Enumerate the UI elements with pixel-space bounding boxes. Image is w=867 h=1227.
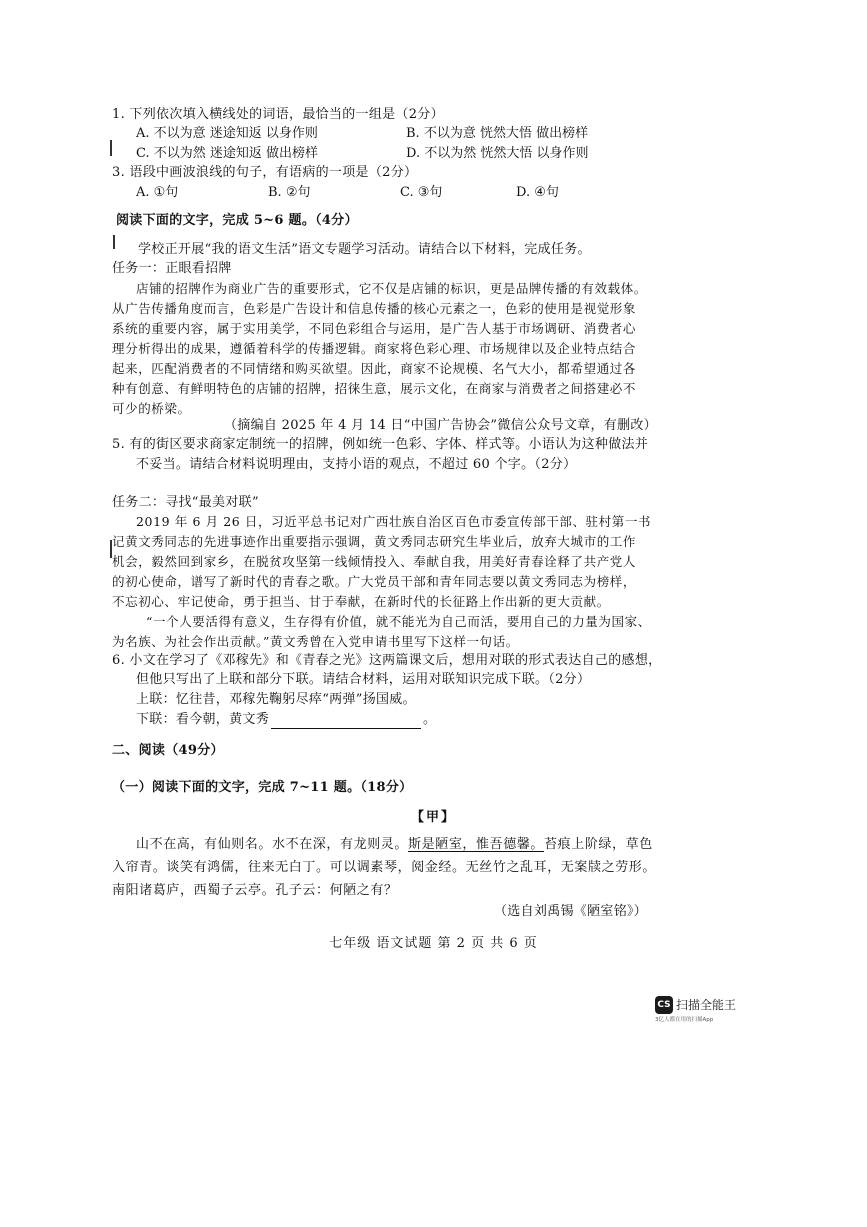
task2-paragraph-line: 2019 年 6 月 26 日，习近平总书记对广西壮族自治区百色市委宣传部干部、驻村第一书 (136, 514, 652, 529)
task2-paragraph-line: “一个人要活得有意义，生存得有价值，就不能光为自己而活，要用自己的力量为国家、 (146, 614, 651, 629)
task2-paragraph-line: 记黄文秀同志的先进事迹作出重要指示强调，黄文秀同志研究生毕业后，放弃大城市的工作 (112, 534, 637, 549)
task1-paragraph-line: 理分析得出的成果，遵循着科学的传播逻辑。商家将色彩心理、市场规律以及企业特点结合 (112, 341, 637, 356)
task1-paragraph-line: 店铺的招牌作为商业广告的重要形式，它不仅是店铺的标识，更是品牌传播的有效载体。 (136, 281, 647, 296)
task2-paragraph-line: 机会，毅然回到家乡，在脱贫攻坚第一线倾情投入、奉献自我，用美好青春诠释了共产党人 (112, 554, 637, 569)
passage-label: 【甲】 (410, 810, 456, 825)
question-stem: 5. 有的街区要求商家定制统一的招牌，例如统一色彩、字体、样式等。小语认为这种做法并 (112, 437, 649, 452)
underlined-sentence: 斯是陋室，惟吾德馨。 (408, 837, 545, 852)
answer-blank[interactable] (271, 714, 421, 729)
task-title: 任务一：正眼看招牌 (112, 261, 232, 276)
task1-paragraph-line: 种有创意、有鲜明特色的店铺的招牌，招徕生意，展示文化，在商家与消费者之间搭建必不 (112, 381, 637, 396)
option-a: A. 不以为意 迷途知返 以身作则 (136, 126, 318, 141)
question-stem: 6. 小文在学习了《邓稼先》和《青春之光》这两篇课文后，想用对联的形式表达自己的感想， (112, 653, 662, 668)
question-stem: 1. 下列依次填入横线处的词语，最恰当的一组是（2分） (112, 107, 444, 122)
task-title: 任务二：寻找“最美对联” (112, 495, 259, 510)
scanner-watermark (655, 994, 737, 1023)
task1-paragraph-line: 系统的重要内容，属于实用美学，不同色彩组合与运用，是广告人基于市场调研、消费者心 (112, 321, 637, 336)
couplet-lower-suffix: 。 (423, 712, 437, 727)
couplet-lower (136, 711, 436, 729)
passage-line: 入帘青。谈笑有鸿儒，往来无白丁。可以调素琴，阅金经。无丝竹之乱耳，无案牍之劳形。 (112, 860, 657, 875)
couplet-lower-prefix: 下联：看今朝，黄文秀 (136, 712, 270, 727)
passage-source: （选自刘禹锡《陋室铭》） (494, 904, 648, 919)
part-instruction: （一）阅读下面的文字，完成 7~11 题。（18分） (112, 780, 413, 795)
passage-line: 山不在高，有仙则名。水不在深，有龙则灵。斯是陋室，惟吾德馨。苔痕上阶绿，草色 (136, 837, 653, 852)
binding-mark (110, 140, 112, 156)
task2-paragraph-line: 的初心使命，谱写了新时代的青春之歌。广大党员干部和青年同志要以黄文秀同志为榜样， (112, 574, 637, 589)
option-c: C. 不以为然 迷途知返 做出榜样 (136, 146, 319, 161)
option-b: B. ②句 (268, 185, 311, 200)
watermark-subtitle: 3亿人都在用的扫描App (655, 1017, 714, 1023)
option-a: A. ①句 (136, 185, 179, 200)
task1-paragraph-line: 起来，匹配消费者的不同情绪和购买欲望。因此，商家不论规模、名气大小，都希望通过各 (112, 361, 637, 376)
option-c: C. ③句 (400, 185, 443, 200)
option-b: B. 不以为意 恍然大悟 做出榜样 (406, 126, 589, 141)
camscanner-logo-icon: CS (655, 996, 673, 1014)
page-footer: 七年级 语文试题 第 2 页 共 6 页 (329, 936, 538, 951)
couplet-upper: 上联：忆往昔，邓稼先鞠躬尽瘁“两弹”扬国威。 (136, 692, 416, 707)
task2-paragraph-line: 不忘初心、牢记使命，勇于担当、甘于奉献，在新时代的长征路上作出新的更大贡献。 (112, 594, 610, 609)
option-d: D. ④句 (516, 185, 559, 200)
question-stem: 不妥当。请结合材料说明理由，支持小语的观点，不超过 60 个字。（2分） (136, 457, 577, 472)
question-stem: 3. 语段中画波浪线的句子，有语病的一项是（2分） (112, 165, 418, 180)
reading-instruction: 阅读下面的文字，完成 5~6 题。（4分） (116, 213, 358, 228)
activity-intro: 学校正开展“我的语文生活”语文专题学习活动。请结合以下材料，完成任务。 (138, 242, 591, 257)
question-stem: 但他只写出了上联和部分下联。请结合材料，运用对联知识完成下联。（2分） (136, 672, 591, 687)
task1-paragraph-line: 可少的桥梁。 (112, 401, 191, 416)
binding-mark (113, 235, 115, 249)
source-citation: （摘编自 2025 年 4 月 14 日“中国广告协会”微信公众号文章，有删改） (224, 418, 657, 433)
option-d: D. 不以为然 恍然大悟 以身作则 (406, 146, 589, 161)
task1-paragraph-line: 从广告传播角度而言，色彩是广告设计和信息传播的核心元素之一，色彩的使用是视觉形象 (112, 301, 637, 316)
watermark-name: 扫描全能王 (676, 998, 737, 1012)
section-title: 二、阅读（49分） (112, 743, 224, 758)
passage-line: 南阳诸葛庐，西蜀子云亭。孔子云：何陋之有？ (112, 883, 398, 898)
task2-paragraph-line: 为名族、为社会作出贡献。”黄文秀曾在入党申请书里写下这样一句话。 (112, 634, 519, 649)
